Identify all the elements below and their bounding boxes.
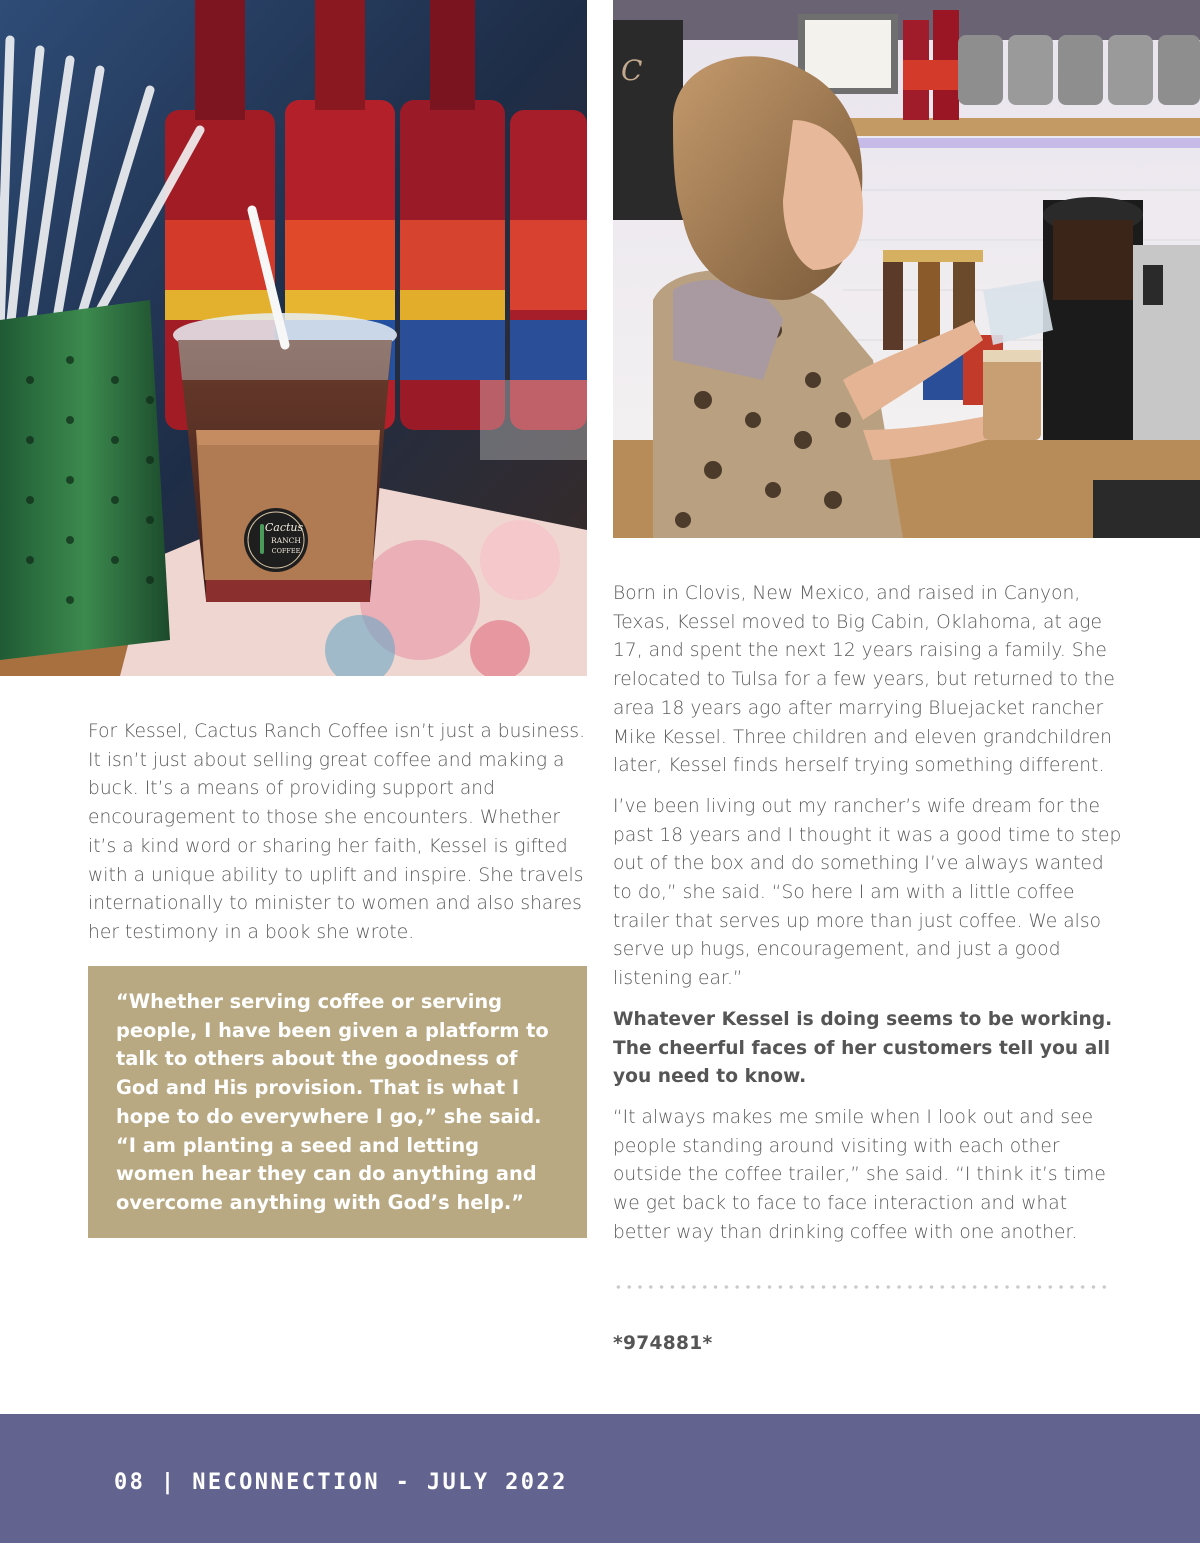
right-paragraph-1: Born in Clovis, New Mexico, and raised in Canyon, Texas, Kessel moved to Big Cabin, Oklahoma, at age 17, and spent the next 12 years raising a family. She relocated to Tulsa for a few years, but returned to the area 18 years ago after marrying Bluejacket rancher Mike Kessel. Three children and eleven grandchildren later, Kessel finds herself trying something different. <box>613 583 1115 777</box>
left-paragraph: For Kessel, Cactus Ranch Coffee isn’t just a business. It isn’t just about selling great coffee and making a buck. It’s a means of providing support and encouragement to those she encounters. Whether it’s a kind word or sharing her faith, Kessel is gifted with a unique ability to uplift and inspire. She travels internationally to minister to women and also shares her testimony in a book she wrote. <box>88 721 586 943</box>
right-column-text <box>613 580 1125 1259</box>
right-paragraph-4: “It always makes me smile when I look out and see people standing around visiting with each other outside the coffee trailer,” she said. “I think it’s time we get back to face to face interaction and what better way than drinking coffee with one another. <box>613 1106 1106 1243</box>
sticker-ranch-text: RANCH <box>271 536 301 545</box>
footer-page-label: 08 | NECONNECTION - JULY 2022 <box>114 1470 568 1495</box>
left-column-text <box>88 718 588 960</box>
pull-quote-text: “Whether serving coffee or serving people, I have been given a platform to talk to others about the goodness of God and His provision. That is what I hope to do everywhere I go,” she said. “I am planting a seed and letting women hear they can do anything and overcome anything with God’s help.” <box>116 990 549 1214</box>
page-footer <box>0 1414 1200 1543</box>
barista-photo <box>613 0 1200 538</box>
iced-coffee-photo <box>0 0 587 676</box>
right-paragraph-bold: Whatever Kessel is doing seems to be working. The cheerful faces of her customers tell you all you need to know. <box>613 1008 1113 1088</box>
pull-quote-box <box>88 966 587 1238</box>
sticker-coffee-text: COFFEE <box>271 547 301 555</box>
svg-text:C: C <box>621 54 643 87</box>
dotted-divider <box>613 1284 1113 1290</box>
article-code: *974881* <box>613 1333 713 1354</box>
sticker-cactus-text: Cactus <box>264 521 304 534</box>
right-paragraph-2: I’ve been living out my rancher’s wife dream for the past 18 years and I thought it was a good time to step out of the box and do something I’ve always wanted to do,” she said. “So here I am with a little coffee trailer that serves up more than just coffee. We also serve up hugs, encouragement, and just a good listening ear.” <box>613 795 1122 990</box>
